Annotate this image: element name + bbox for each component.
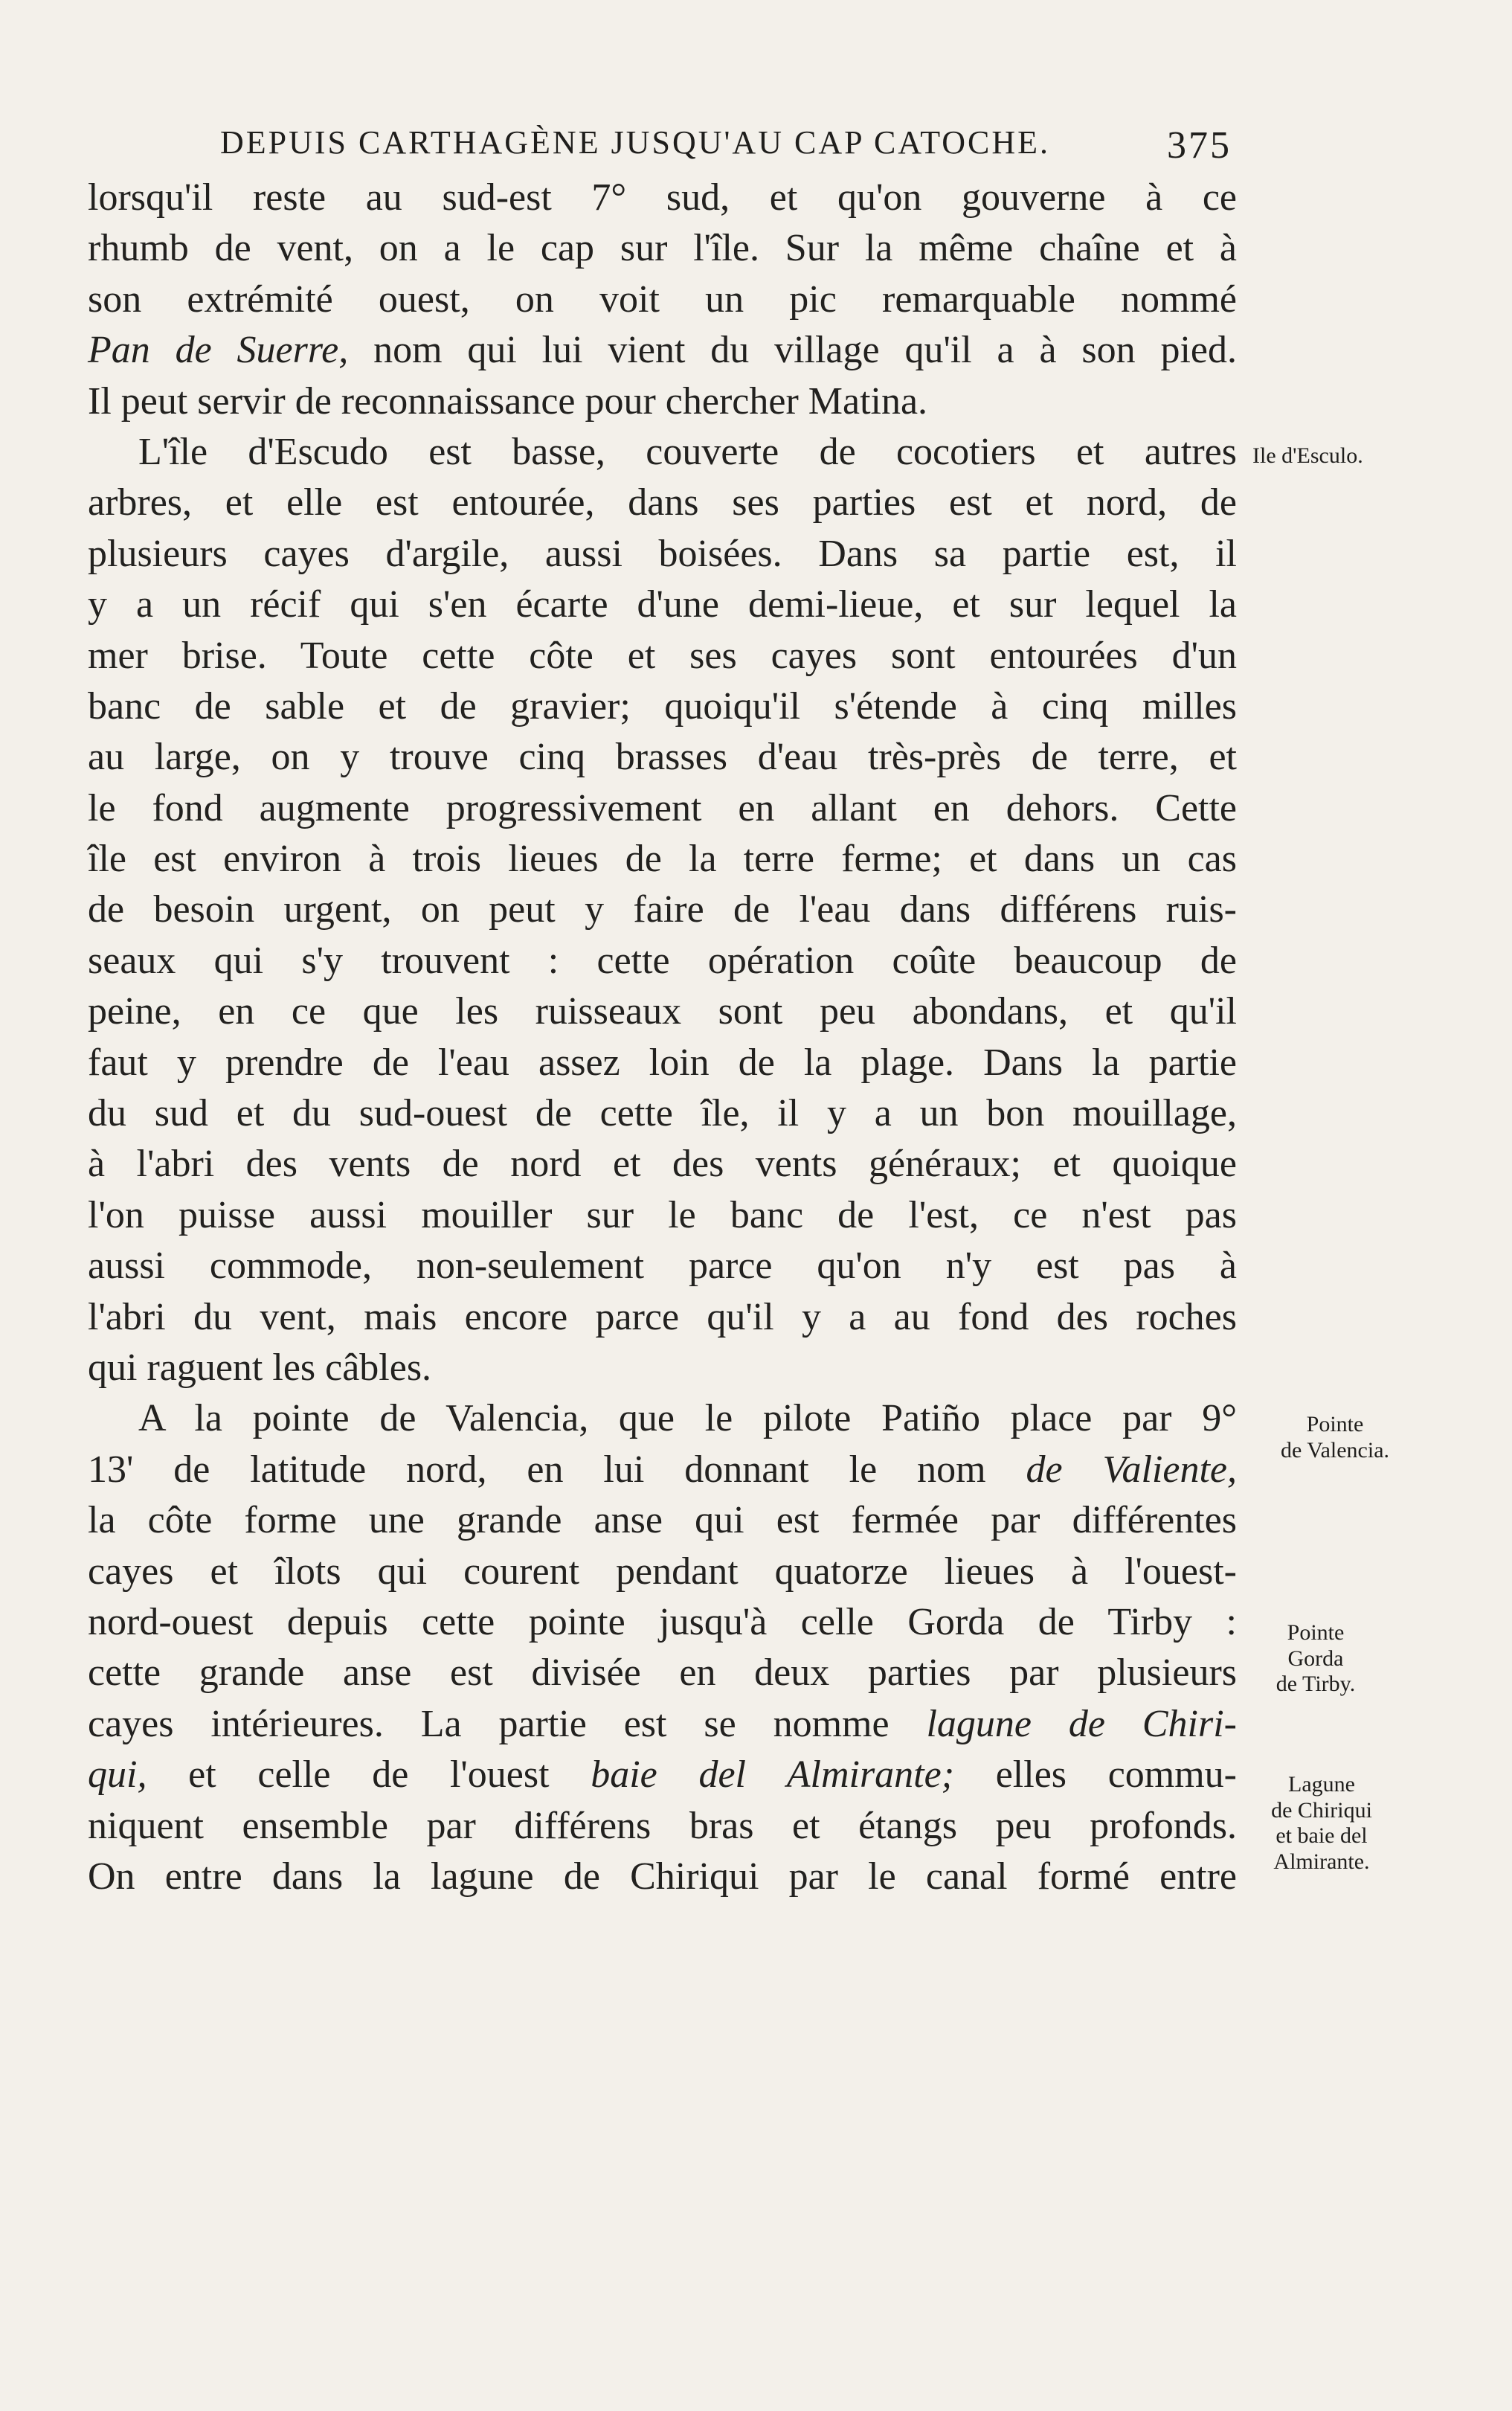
text-line: l'on puisse aussi mouiller sur le banc de l'est, ce n'est pas xyxy=(88,1193,1237,1236)
text-run: cayes intérieures. La partie est se nomme xyxy=(88,1702,927,1745)
text-line: nord-ouest depuis cette pointe jusqu'à celle Gorda de Tirby : xyxy=(88,1600,1237,1643)
text-line: faut y prendre de l'eau assez loin de la plage. Dans la partie xyxy=(88,1041,1237,1084)
text-line: rhumb de vent, on a le cap sur l'île. Sur la même chaîne et à xyxy=(88,227,1237,270)
text-line xyxy=(88,325,1237,376)
text-run: nom qui lui vient du village qu'il a à son pied. xyxy=(348,329,1238,372)
text-line: peine, en ce que les ruisseaux sont peu abondans, et qu'il xyxy=(88,990,1237,1033)
text-line: à l'abri des vents de nord et des vents généraux; et quoique xyxy=(88,1143,1237,1186)
text-line: cette grande anse est divisée en deux parties par plusieurs xyxy=(88,1651,1237,1695)
text-line: On entre dans la lagune de Chiriqui par le canal formé entre xyxy=(88,1855,1237,1898)
text-line: cayes et îlots qui courent pendant quatorze lieues à l'ouest- xyxy=(88,1550,1237,1593)
italic-text: qui, xyxy=(88,1753,147,1797)
margin-note-valencia xyxy=(1249,1412,1421,1463)
margin-note-lagune xyxy=(1251,1772,1392,1875)
italic-text: de Valiente, xyxy=(1026,1448,1237,1491)
margin-note-line: Almirante. xyxy=(1273,1849,1370,1874)
margin-note-line: Lagune xyxy=(1288,1772,1355,1797)
text-line: Il peut servir de reconnaissance pour chercher Matina. xyxy=(88,379,928,423)
margin-note-gorda xyxy=(1252,1620,1379,1698)
text-line: du sud et du sud-ouest de cette île, il y a un bon mouillage, xyxy=(88,1092,1237,1135)
text-line: plusieurs cayes d'argile, aussi boisées. Dans sa partie est, il xyxy=(88,532,1237,575)
margin-note-line: Pointe xyxy=(1306,1412,1364,1436)
text-line xyxy=(88,1750,1237,1800)
text-line: île est environ à trois lieues de la terre ferme; et dans un cas xyxy=(88,838,1237,881)
text-line: la côte forme une grande anse qui est fermée par différentes xyxy=(88,1499,1237,1542)
text-line: arbres, et elle est entourée, dans ses parties est et nord, de xyxy=(88,481,1237,524)
text-line: banc de sable et de gravier; quoiqu'il s'étende à cinq milles xyxy=(88,684,1237,728)
text-line: aussi commode, non-seulement parce qu'on n'y est pas à xyxy=(88,1245,1237,1288)
text-run: 13' de latitude nord, en lui donnant le nom xyxy=(88,1448,1026,1491)
text-line: niquent ensemble par différens bras et étangs peu profonds. xyxy=(88,1804,1237,1847)
text-line: son extrémité ouest, on voit un pic remarquable nommé xyxy=(88,277,1237,321)
margin-note-line: de Chiriqui xyxy=(1271,1797,1372,1823)
margin-note-line: Pointe xyxy=(1287,1620,1345,1645)
text-line xyxy=(88,1445,1237,1495)
italic-text: lagune de Chiri- xyxy=(926,1702,1237,1745)
header-title: DEPUIS CARTHAGÈNE JUSQU'AU CAP CATOCHE. xyxy=(220,124,1051,161)
page-number: 375 xyxy=(1167,124,1232,167)
text-run: elles commu- xyxy=(954,1753,1237,1797)
text-line: de besoin urgent, on peut y faire de l'eau dans différens ruis- xyxy=(88,888,1237,931)
text-line: le fond augmente progressivement en allant en dehors. Cette xyxy=(88,786,1237,829)
text-line: y a un récif qui s'en écarte d'une demi-lieue, et sur lequel la xyxy=(88,583,1237,626)
body-text xyxy=(88,173,1237,1902)
text-line: au large, on y trouve cinq brasses d'eau très-près de terre, et xyxy=(88,736,1237,779)
text-line: qui raguent les câbles. xyxy=(88,1346,432,1389)
italic-text: Pan de Suerre, xyxy=(88,329,349,372)
margin-note-line: et baie del xyxy=(1275,1823,1368,1848)
text-line: seaux qui s'y trouvent : cette opération coûte beaucoup de xyxy=(88,939,1237,982)
text-run: et celle de l'ouest xyxy=(147,1753,591,1797)
text-line: A la pointe de Valencia, que le pilote Patiño place par 9° xyxy=(138,1397,1237,1440)
margin-note-line: Gorda xyxy=(1287,1646,1344,1671)
text-line: mer brise. Toute cette côte et ses cayes sont entourées d'un xyxy=(88,634,1237,677)
margin-note-escudo: Ile d'Esculo. xyxy=(1252,443,1363,468)
text-line: lorsqu'il reste au sud-est 7° sud, et qu'on gouverne à ce xyxy=(88,176,1237,219)
italic-text: baie del Almirante; xyxy=(591,1753,955,1797)
text-line: l'abri du vent, mais encore parce qu'il y a au fond des roches xyxy=(88,1295,1237,1338)
margin-note-line: de Valencia. xyxy=(1280,1437,1390,1463)
margin-note-line: de Tirby. xyxy=(1275,1672,1356,1696)
text-line xyxy=(88,1699,1237,1750)
text-line: L'île d'Escudo est basse, couverte de cocotiers et autres xyxy=(138,430,1237,473)
